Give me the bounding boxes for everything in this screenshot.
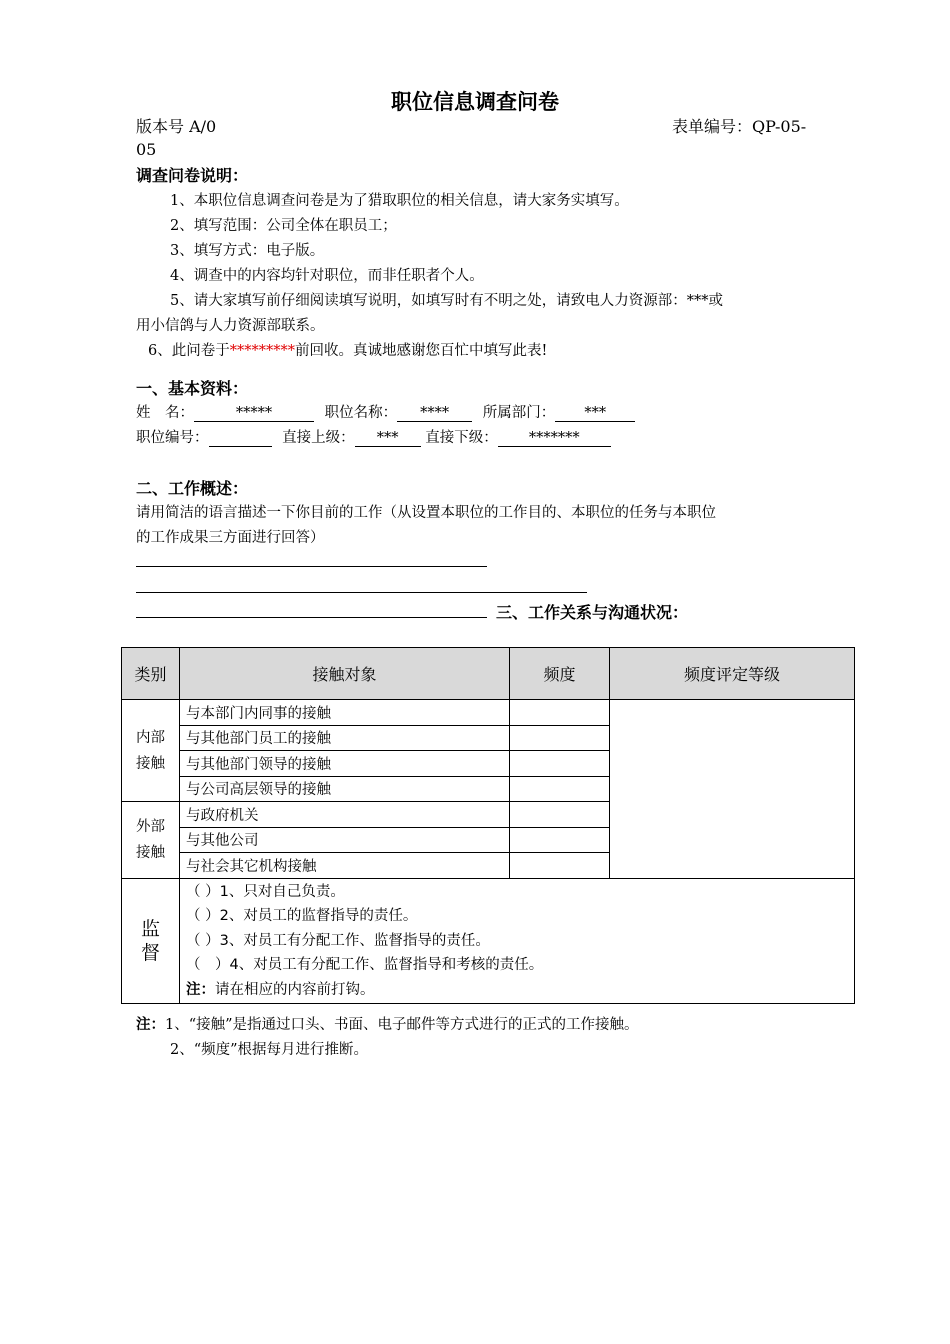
supervision-options — [180, 878, 855, 1004]
form-number: 表单编号：QP-05- — [672, 117, 807, 136]
frequency-cell[interactable] — [510, 751, 610, 777]
external-contact-label: 外部接触 — [122, 802, 180, 879]
supervision-option-2[interactable]: （ ）2、对员工的监督指导的责任。 — [186, 908, 418, 925]
answer-line-1[interactable] — [136, 566, 487, 567]
frequency-cell[interactable] — [510, 827, 610, 853]
basic-info-row-1 — [136, 401, 635, 422]
instruction-6-suffix: 前回收。真诚地感谢您百忙中填写此表! — [294, 343, 548, 359]
footnote-label: 注： — [136, 1016, 165, 1033]
work-overview-description-continued: 的工作成果三方面进行回答） — [136, 530, 325, 546]
supervision-label: 监督 — [122, 878, 180, 1004]
basic-info-heading: 一、基本资料： — [136, 379, 249, 398]
name-field[interactable]: ***** — [194, 405, 314, 422]
direct-superior-field[interactable]: *** — [355, 430, 421, 447]
form-number-continued: 05 — [136, 140, 157, 159]
answer-line-3[interactable] — [136, 617, 487, 618]
position-name-field[interactable]: **** — [397, 405, 472, 422]
contact-target: 与其他公司 — [180, 827, 510, 853]
position-name-label: 职位名称： — [324, 405, 398, 421]
department-label: 所属部门： — [482, 405, 556, 421]
instruction-5-continued: 用小信鸽与人力资源部联系。 — [136, 318, 325, 334]
direct-superior-label: 直接上级： — [282, 430, 355, 446]
supervision-note-text: 请在相应的内容前打钩。 — [215, 981, 375, 998]
frequency-cell[interactable] — [510, 700, 610, 726]
frequency-rating-cell[interactable] — [610, 700, 855, 879]
supervision-row — [122, 878, 855, 1004]
work-overview-heading: 二、工作概述： — [136, 479, 249, 498]
direct-subordinate-label: 直接下级： — [425, 430, 498, 446]
answer-line-2[interactable] — [136, 592, 587, 593]
contact-target: 与社会其它机构接触 — [180, 853, 510, 879]
frequency-cell[interactable] — [510, 725, 610, 751]
work-relations-heading: 三、工作关系与沟通状况： — [496, 603, 689, 622]
internal-contact-label: 内部接触 — [122, 700, 180, 802]
instruction-4: 4、调查中的内容均针对职位，而非任职者个人。 — [170, 268, 484, 284]
instruction-5: 5、请大家填写前仔细阅读填写说明，如填写时有不明之处，请致电人力资源部：***或 — [170, 293, 723, 309]
footnote-1 — [136, 1013, 639, 1034]
instruction-6 — [148, 339, 547, 360]
work-overview-description: 请用简洁的语言描述一下你目前的工作（从设置本职位的工作目的、本职位的任务与本职位 — [136, 505, 716, 521]
header-frequency: 频度 — [510, 648, 610, 700]
contact-target: 与公司高层领导的接触 — [180, 776, 510, 802]
contact-target: 与其他部门员工的接触 — [180, 725, 510, 751]
table-header-row — [122, 648, 855, 700]
instruction-3: 3、填写方式：电子版。 — [170, 243, 325, 259]
footnote-2: 2、“频度”根据每月进行推断。 — [170, 1042, 369, 1058]
page-title: 职位信息调查问卷 — [391, 90, 559, 114]
header-frequency-rating: 频度评定等级 — [610, 648, 855, 700]
name-label: 姓 名： — [136, 405, 194, 421]
contact-target: 与其他部门领导的接触 — [180, 751, 510, 777]
instruction-1: 1、本职位信息调查问卷是为了猎取职位的相关信息，请大家务实填写。 — [170, 193, 629, 209]
position-code-label: 职位编号： — [136, 430, 209, 446]
deadline-placeholder: ********* — [229, 343, 295, 359]
supervision-option-1[interactable]: （ ）1、只对自己负责。 — [186, 883, 345, 900]
department-field[interactable]: *** — [555, 405, 635, 422]
contact-target: 与政府机关 — [180, 802, 510, 828]
instructions-heading: 调查问卷说明： — [136, 166, 249, 185]
footnote-1-text: 1、“接触”是指通过口头、书面、电子邮件等方式进行的正式的工作接触。 — [165, 1017, 639, 1033]
version-number: 版本号 A/0 — [136, 117, 217, 136]
frequency-cell[interactable] — [510, 802, 610, 828]
instruction-6-prefix: 6、此问卷于 — [148, 343, 230, 359]
contact-target: 与本部门内同事的接触 — [180, 700, 510, 726]
supervision-note — [186, 978, 848, 1003]
supervision-option-4[interactable]: （ ）4、对员工有分配工作、监督指导和考核的责任。 — [186, 957, 544, 974]
position-code-field[interactable] — [209, 430, 272, 447]
direct-subordinate-field[interactable]: ******* — [498, 430, 611, 447]
header-contact-target: 接触对象 — [180, 648, 510, 700]
supervision-option-3[interactable]: （ ）3、对员工有分配工作、监督指导的责任。 — [186, 932, 490, 949]
header-category: 类别 — [122, 648, 180, 700]
table-row — [122, 700, 855, 726]
instruction-2: 2、填写范围：公司全体在职员工； — [170, 218, 397, 234]
frequency-cell[interactable] — [510, 776, 610, 802]
basic-info-row-2 — [136, 426, 611, 447]
supervision-note-label: 注： — [186, 981, 215, 998]
contact-table — [121, 647, 855, 1004]
frequency-cell[interactable] — [510, 853, 610, 879]
